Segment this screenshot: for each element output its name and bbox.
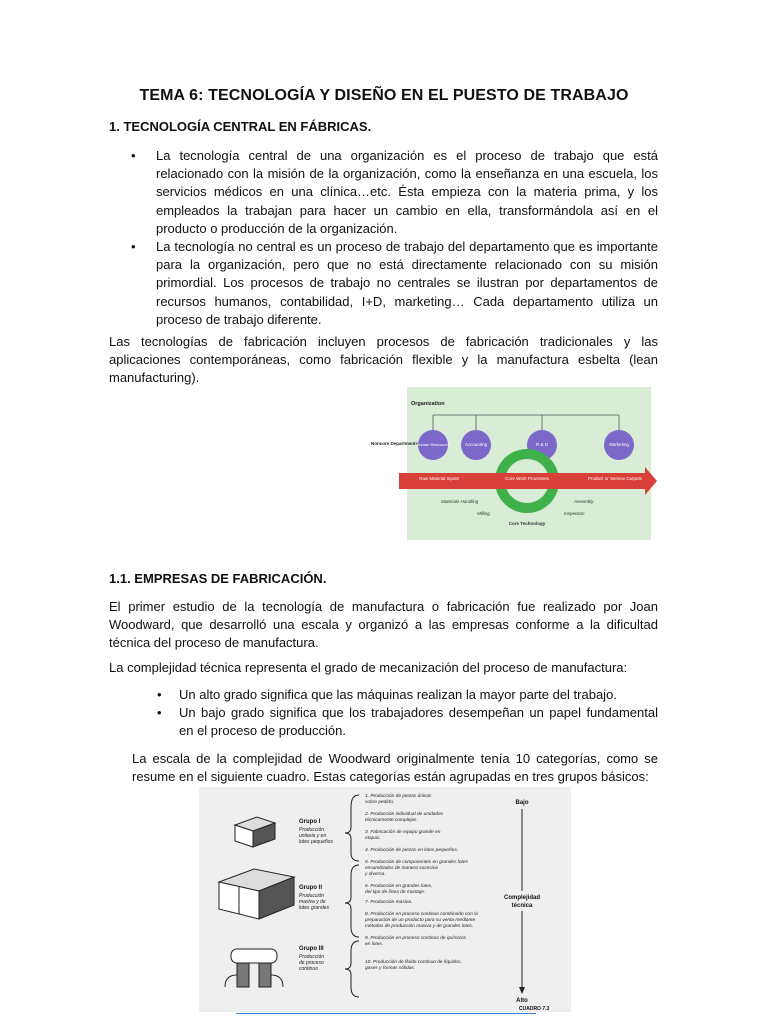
category-item: 5. Producción de componentes en grandes lotes — [365, 860, 468, 865]
bullet-list-2 — [109, 686, 658, 741]
group-desc: Producción — [299, 954, 325, 960]
category-item: y diversa. — [365, 872, 386, 877]
dept-label: Human Resources — [416, 442, 450, 447]
category-item: 3. Fabricación de equipo grande en — [365, 830, 441, 835]
group-name: Grupo II — [299, 885, 322, 891]
page-title: TEMA 6: TECNOLOGÍA Y DISEÑO EN EL PUESTO DE TRABAJO — [139, 87, 629, 104]
group-name: Grupo I — [299, 819, 321, 825]
figure-caption: CUADRO 7.3 — [519, 1006, 550, 1012]
list-item: • Un alto grado significa que las máquinas realizan la mayor parte del trabajo. — [109, 686, 658, 704]
group-desc: Producción — [299, 827, 325, 833]
bullet-icon: • — [157, 705, 162, 721]
divider — [236, 1013, 536, 1014]
category-item: técnicamente complejas. — [365, 818, 418, 823]
group-desc: lotes pequeños — [299, 839, 333, 845]
category-item: ensamblados de manera sucesiva — [365, 866, 438, 871]
core-label: Core Work Processes — [505, 476, 549, 481]
category-item: 4. Producción de piezas en lotes pequeños. — [365, 848, 459, 853]
paragraph: Las tecnologías de fabricación incluyen procesos de fabricación tradicionales y las aplicaciones contemporáneas, como fabricación flexible y la manufactura esbelta (lean manufacturing). — [109, 334, 658, 386]
category-item: 1. Producción de piezas únicas — [365, 794, 432, 799]
group-desc: continuo — [299, 966, 318, 972]
list-item: • La tecnología central de una organización es el proceso de trabajo que está relacionado con la misión de la organización, como la enseñanza en una escuela, los servicios médicos en una clínica…etc. Ésta empieza con la materia prima, y los empleados la trabajan para hacer un cambio en ella, transformándola así en el producto o producción de la organización. — [131, 148, 658, 236]
figure-label: Materials Handling — [441, 499, 479, 504]
bullet-list-1 — [109, 147, 658, 329]
noncore-label: Noncore Departments — [371, 441, 419, 446]
group-desc: unitaria y en — [299, 833, 327, 839]
figure-label: Assembly — [574, 499, 594, 504]
category-item: 9. Producción en proceso continuo de químicos — [365, 936, 467, 941]
organization-label: Organization — [411, 401, 445, 407]
core-technology-figure — [371, 387, 659, 540]
list-item: • Un bajo grado significa que los trabajadores desempeñan un papel fundamental en el proceso de producción. — [157, 705, 658, 739]
category-item: 8. Producción en proceso continuo combinado con la — [365, 912, 478, 917]
outputs-label: Product or Service Outputs — [587, 476, 643, 481]
bullet-icon: • — [157, 687, 162, 702]
bullet-icon: • — [131, 148, 136, 163]
section-heading-1: 1. TECNOLOGÍA CENTRAL EN FÁBRICAS. — [109, 119, 372, 134]
category-item: sobre pedido. — [365, 800, 395, 805]
category-item: 10. Producción de fluido continuo de líquidos, — [365, 960, 462, 965]
axis-label: técnica — [511, 903, 533, 909]
axis-high-label: Alto — [516, 998, 528, 1004]
list-item: • La tecnología no central es un proceso de trabajo del departamento que es importante para la organización, pero que no está directamente relacionado con su misión primordial. Los procesos de trabajo no centrales se ilustran por departamentos de recursos humanos, contabilidad, I+D, marketing… Cada departamento utiliza un proceso de trabajo diferente. — [131, 239, 658, 327]
category-item: 2. Producción individual de unidades — [365, 812, 444, 817]
dept-label: Marketing — [609, 442, 629, 447]
inputs-label: Raw Material Inputs — [419, 476, 459, 481]
group-desc: Producción — [299, 893, 325, 899]
category-item: 6. Producción en grandes lotes, — [365, 884, 433, 889]
group-desc: lotes grandes — [299, 905, 330, 911]
group-name: Grupo III — [299, 946, 324, 952]
axis-low-label: Bajo — [515, 800, 529, 806]
paragraph: El primer estudio de la tecnología de manufactura o fabricación fue realizado por Joan Woodward, que desarrolló una escala y organizó a las empresas conforme a la dificultad técnica del proceso de manufactura. — [109, 599, 658, 651]
category-item: métodos de producción masiva y de grandes lotes. — [365, 924, 474, 929]
dept-label: Accounting — [464, 442, 488, 447]
paragraph: La escala de la complejidad de Woodward originalmente tenía 10 categorías, como se resume en el siguiente cuadro. Estas categorías están agrupadas en tres grupos básicos: — [132, 751, 658, 785]
axis-label: Complejidad — [503, 895, 541, 901]
category-item: del tipo de línea de montaje. — [365, 890, 426, 895]
dept-label: R & D — [535, 442, 549, 447]
category-item: etapas. — [365, 836, 381, 841]
figure-label: Inspection — [564, 511, 585, 516]
figure-label: Milling — [477, 511, 490, 516]
section-heading-1-1: 1.1. EMPRESAS DE FABRICACIÓN. — [109, 571, 327, 586]
category-item: preparación de un producto para su venta mediante — [365, 918, 476, 923]
group-desc: masiva y de — [299, 899, 326, 905]
category-item: gases y formas sólidas. — [365, 966, 416, 971]
category-item: en lotes. — [365, 942, 384, 947]
category-item: 7. Producción masiva. — [365, 900, 413, 905]
paragraph: La complejidad técnica representa el grado de mecanización del proceso de manufactura: — [109, 660, 628, 675]
group-desc: de proceso — [299, 960, 324, 966]
woodward-scale-figure — [199, 787, 571, 1012]
figure-label: Core Technology — [508, 521, 546, 526]
bullet-icon: • — [131, 239, 136, 255]
